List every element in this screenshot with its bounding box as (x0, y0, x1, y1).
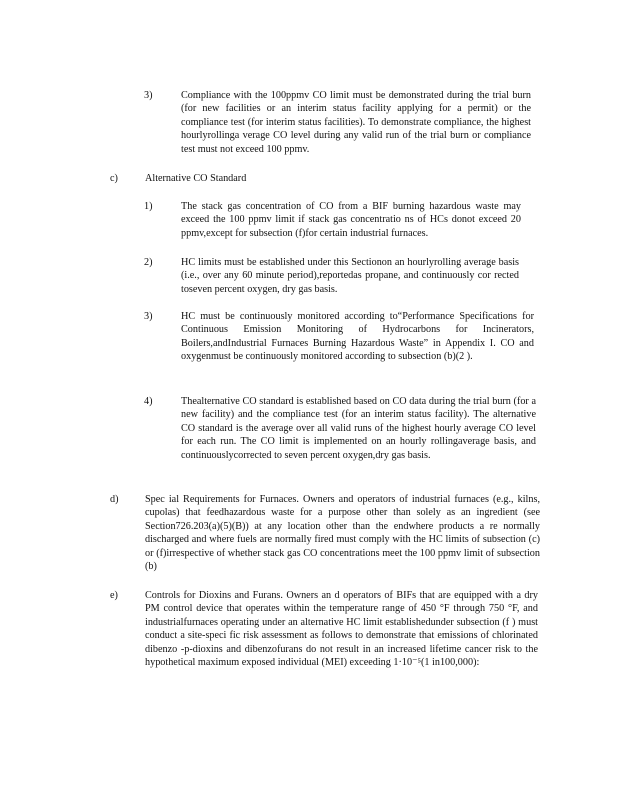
section-label-c: c) (110, 173, 118, 184)
section-heading-alternative-co: Alternative CO Standard (145, 173, 247, 184)
paragraph-hc-limits: HC limits must be established under this Sectionon an hourlyrolling average basis (i.e., over any 60 minute period),reportedas propane, and continuously cor rected toseven percent oxygen, dry gas basis. (181, 257, 519, 295)
section-label-e: e) (110, 590, 118, 601)
paragraph-special-requirements: Spec ial Requirements for Furnaces. Owners and operators of industrial furnaces (e.g., kilns, cupolas) that feedhazardous waste for a purpose other than solely as an ingredient (see Section726.203(a)(5)(B)) at any location other than the endwhere products a re normally discharged and where fuels are normally fired must comply with the HC limits of subsection (c) or (f)irrespective of whether stack gas CO concentrations meet the 100 ppmv limit of subsection (b) (145, 494, 540, 573)
paragraph-alternative-standard: Thealternative CO standard is established based on CO data during the trial burn (for a new facility) and the compliance test (for an interim status facility). The alternative CO standard is the average over all valid runs of the highest hourly average CO level for each run. The CO limit is implemented on an hourly rollingaverage basis, and continuouslycorrected to seven percent oxygen,dry gas basis. (181, 396, 536, 461)
paragraph-dioxins-furans: Controls for Dioxins and Furans. Owners an d operators of BIFs that are equipped with a dry PM control device that operates within the temperature range of 450 °F through 750 °F, and industrialfurnaces operating under an alternative HC limit establishedunder subsection (f ) must conduct a site-speci fic risk assessment as follows to demonstrate that emissions of chlorinated dibenzo -p-dioxins and dibenzofurans do not result in an increased lifetime cancer risk to the hypothetical maximum exposed individual (MEI) exceeding 1·10⁻⁵(1 in100,000): (145, 590, 538, 669)
item-label: 1) (144, 201, 153, 212)
item-label: 2) (144, 257, 153, 268)
paragraph-co-compliance: Compliance with the 100ppmv CO limit must be demonstrated during the trial burn (for new facilities or an interim status facility applying for a permit) or the compliance test (for interim status facilities). To demonstrate compliance, the highest hourlyrollinga verage CO level during any valid run of the trial burn or compliance test must not exceed 100 ppmv. (181, 90, 531, 155)
item-label: 3) (144, 311, 153, 322)
paragraph-stack-gas: The stack gas concentration of CO from a BIF burning hazardous waste may exceed the 100 ppmv limit if stack gas concentratio ns of HCs donot exceed 20 ppmv,except for subsection (f)for certain industrial furnaces. (181, 201, 521, 239)
item-label: 4) (144, 396, 153, 407)
section-label-d: d) (110, 494, 119, 505)
paragraph-hc-monitoring: HC must be continuously monitored according to“Performance Specifications for Continuous Emission Monitoring of Hydrocarbons for Incinerators, Boilers,andIndustrial Furnaces Burning Hazardous Waste” in Appendix I. CO and oxygenmust be continuously monitored according to subsection (b)(2 ). (181, 311, 534, 363)
item-label: 3) (144, 90, 153, 101)
